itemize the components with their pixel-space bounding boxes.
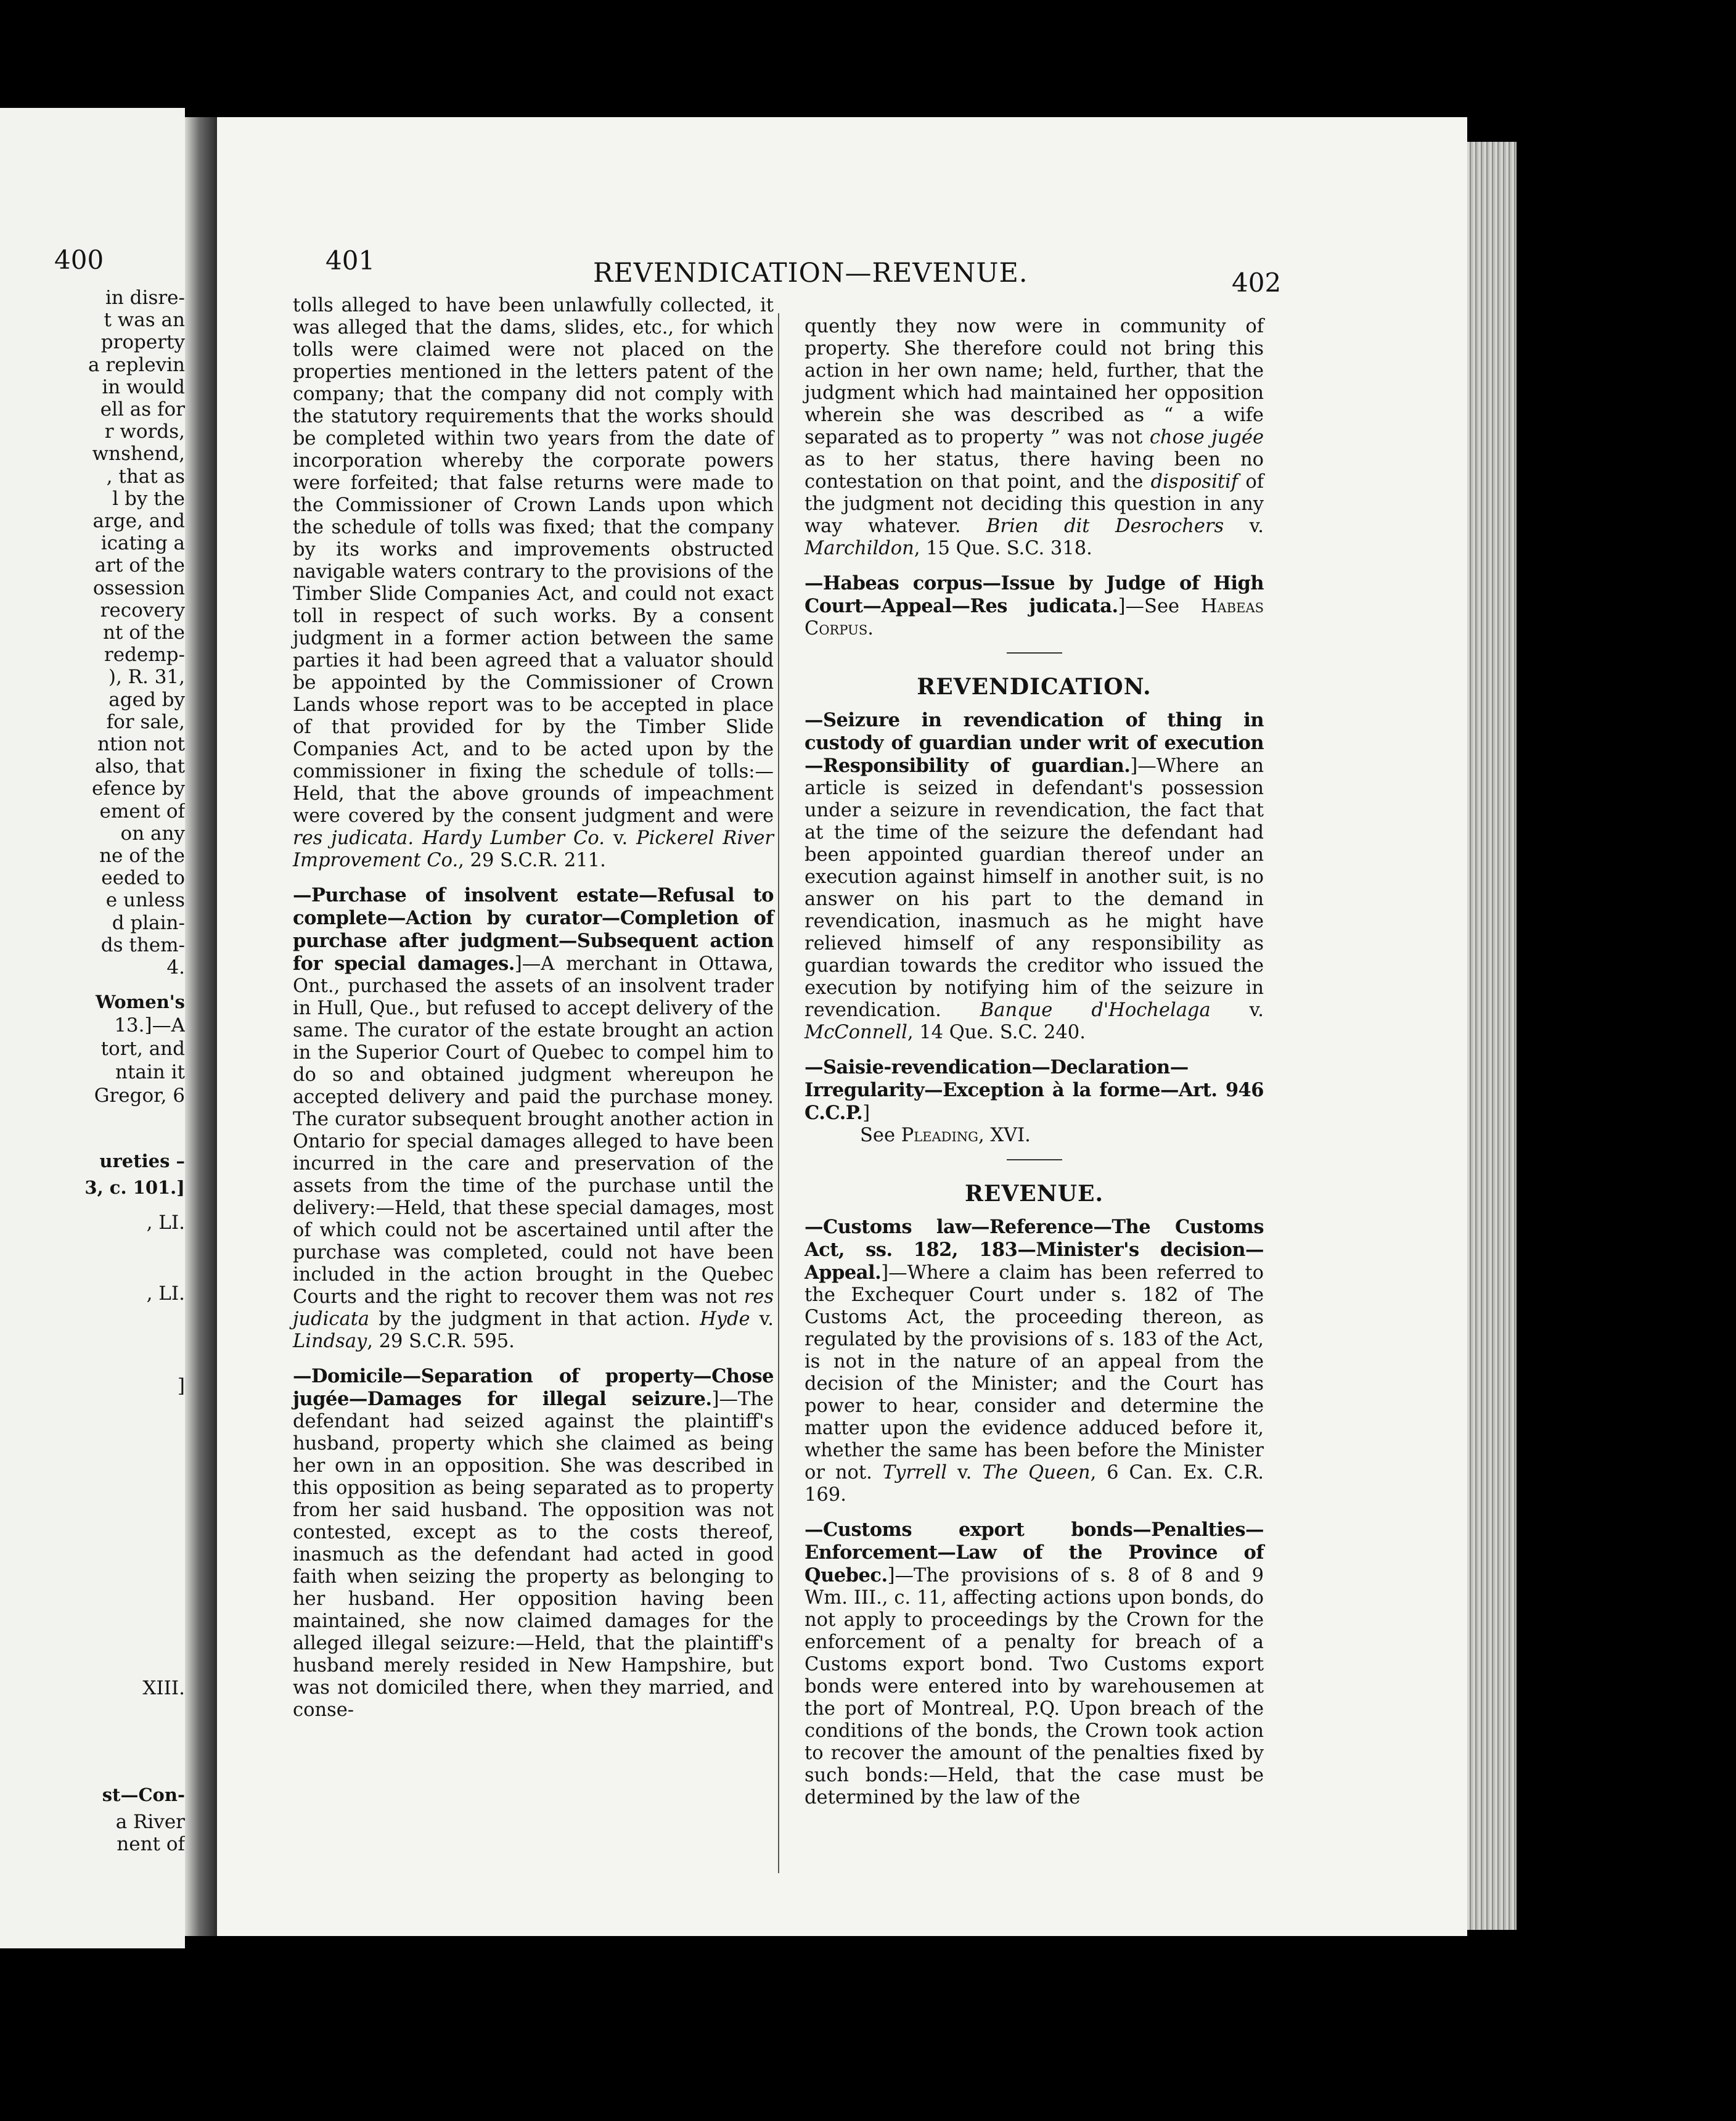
entry-saisie-revendication: [805, 1056, 1264, 1147]
left-page-fragment: nt of the: [102, 622, 185, 644]
entry-heading: —Habeas corpus—Issue by Judge of High Court—Appeal—Res judicata.: [805, 572, 1264, 617]
versus: v.: [947, 1462, 983, 1483]
italic-term: chose jugée: [1149, 427, 1264, 448]
case-name: Banque d'Hochelaga: [980, 999, 1211, 1021]
left-page-fragment: XIII.: [142, 1677, 185, 1699]
entry-heading: —Purchase of insolvent estate—Refusal to complete—Action by curator—Completion of purchase after judgment—Subsequent action for special damages.: [293, 884, 774, 975]
left-page-fragment: , LI.: [146, 1212, 185, 1234]
left-page-fragment: in would: [102, 375, 185, 398]
entry-text: by the judgment in that action.: [369, 1308, 700, 1330]
entry-text: tolls alleged to have been unlawfully collected, it was alleged that the dams, slides, etc., for which tolls were claimed were not placed on the properties mentioned in the letters patent of the company; that the company did not comply with the statutory requirements that the works should be completed within two years from the date of incorporation whereby the corporate powers were forfeited; that false returns were made to the Commissioner of Crown Lands upon which the schedule of tolls was fixed; that the company by its works and improvements obstructed navigable waters contrary to the provisions of the Timber Slide Companies Act, and could not exact toll in respect of such works. By a consent judgment in a former action between the same parties it had been agreed that a valuator should be appointed by the Commissioner of Crown Lands whose report was to be accepted in place of that provided for by the Timber Slide Companies Act, and to be acted upon by the commissioner in fixing the schedule of tolls:—Held, that the above grounds of impeachment were covered by the consent judgment and were: [293, 295, 774, 827]
entry-tyrrell: [805, 1216, 1264, 1506]
left-page-fragment: nent of: [117, 1833, 185, 1855]
versus: v.: [750, 1308, 774, 1330]
section-rule: [1007, 652, 1062, 654]
italic-term: res judicata.: [293, 827, 414, 849]
case-citation: , 14 Que. S.C. 240.: [907, 1022, 1086, 1043]
page-edges: [1467, 142, 1517, 1930]
left-page-fragment: ell as for: [100, 398, 185, 421]
italic-term: dispositif: [1150, 471, 1239, 493]
left-page-fragment: ds them-: [100, 933, 185, 956]
left-page-fragment: efence by: [91, 777, 185, 800]
left-page-fragment: arge, and: [92, 510, 185, 532]
case-name: Marchildon: [805, 538, 914, 559]
entry-text: ]—Where a claim has been referred to the Exchequer Court under s. 182 of The Customs Act, the proceeding thereon, as regulated by the provisions of s. 183 of the Act, is not in the nature of an appeal from the decision of the Minister; and the Court has power to hear, consider and determine the matter upon the evidence adduced before it, whether the same has been before the Minister or not.: [805, 1262, 1264, 1483]
running-head: REVENDICATION—REVENUE.: [593, 258, 1028, 289]
cross-reference: Habeas Corpus.: [805, 596, 1264, 639]
case-citation: , 29 S.C.R. 595.: [367, 1331, 515, 1352]
section-heading-revendication: REVENDICATION.: [917, 674, 1152, 700]
case-name: Tyrrell: [882, 1462, 948, 1483]
left-page-fragment: ]: [177, 1375, 185, 1397]
case-name: Pickerel River Improvement Co.: [293, 827, 774, 871]
section-rule: [1007, 1159, 1062, 1160]
left-page-fragment: 13.]—A: [114, 1014, 185, 1036]
entry-domicile: [293, 1365, 774, 1721]
left-page-fragment: art of the: [94, 554, 185, 577]
left-page-fragment: Women's: [96, 991, 185, 1012]
left-column: [293, 295, 774, 1734]
entry-heading: —Customs export bonds—Penalties—Enforcement—Law of the Province of Quebec.: [805, 1519, 1264, 1586]
italic-term: res judicata: [293, 1286, 774, 1330]
left-page-fragment: aged by: [108, 688, 185, 711]
entry-text: of the judgment not deciding this question in any way whatever.: [805, 471, 1264, 537]
left-page-fragment: icating a: [100, 532, 185, 555]
left-page-fragment: ureties –: [99, 1151, 185, 1171]
right-column: [805, 316, 1264, 1821]
entry-text: ]—The defendant had seized against the plaintiff's husband, property which she claimed as being her own in an opposition. She was described in this opposition as being separated as to property from her said husband. The opposition was not contested, except as to the costs thereof, inasmuch as the defendant had acted in good faith when seizing the property as belonging to her husband. Her opposition having been maintained, she now claimed damages for the alleged illegal seizure:—Held, that the plaintiff's husband merely resided in New Hampshire, but was not domiciled there, when they married, and conse-: [293, 1389, 774, 1721]
left-page-fragment: recovery: [100, 599, 185, 622]
left-page-fragment: d plain-: [112, 911, 185, 934]
left-page-fragment: 4.: [166, 956, 185, 978]
entry-heading: —Seizure in revendication of thing in custody of guardian under writ of execution—Responsibility of guardian.: [805, 709, 1264, 777]
entry-hyde-lindsay: [293, 884, 774, 1353]
left-page-fragment: also, that: [94, 755, 185, 778]
left-page-fragment: ntain it: [115, 1061, 185, 1083]
case-name: Hyde: [700, 1308, 750, 1330]
entry-habeas-corpus: [805, 572, 1264, 640]
versus: v.: [604, 827, 637, 849]
left-page-fragment: t was an: [104, 309, 185, 332]
entry-text: ]—The provisions of s. 8 of 8 and 9 Wm. III., c. 11, affecting actions upon bonds, do not apply to proceedings by the Crown for the enforcement of a penalty for breach of a Customs export bond. Two Customs export bonds were entered into by warehousemen at the port of Montreal, P.Q. Upon breach of the conditions of the bonds, the Crown took action to recover the amount of the penalties fixed by such bonds:—Held, that the case must be determined by the law of the: [805, 1565, 1264, 1808]
left-page-fragment: property: [100, 331, 185, 354]
page-number-right: 402: [1232, 268, 1282, 298]
left-page-fragment: ement of: [99, 800, 185, 823]
left-page-fragment: 3, c. 101.]: [84, 1177, 185, 1198]
left-page-fragment: , that as: [106, 465, 185, 488]
entry-text: ]—A merchant in Ottawa, Ont., purchased the assets of an insolvent trader in Hull, Que., but refused to accept delivery of the same. The curator of the estate brought an action in the Superior Court of Quebec to compel him to do so and obtained judgment whereupon he accepted delivery and paid the purchase money. The curator subsequent brought another action in Ontario for special damages alleged to have been incurred in the care and preservation of the assets from the time of the purchase until the delivery:—Held, that these special damages, most of which could not be ascertained until after the purchase was completed, could not have been included in the action brought in the Quebec Courts and the right to recover them was not: [293, 953, 774, 1308]
cross-reference: Pleading, XVI.: [901, 1125, 1031, 1146]
left-page-fragment: eeded to: [101, 867, 185, 890]
entry-text: quently they now were in community of property. She therefore could not bring this action in her own name; held, further, that the judgment which had maintained her opposition wherein she was described as “ a wife separated as to property ” was not: [805, 316, 1264, 448]
entry-text: as to her status, there having been no contestation on that point, and the: [805, 449, 1264, 493]
left-page-fragment: for sale,: [106, 710, 185, 733]
column-divider: [778, 313, 779, 1873]
case-citation: , 6 Can. Ex. C.R. 169.: [805, 1462, 1264, 1506]
left-page-fragment: redemp-: [104, 644, 185, 667]
left-page-fragment: ), R. 31,: [108, 666, 185, 689]
entry-text: ]—Where an article is seized in defendant's possession under a seizure in revendication, the fact that at the time of the seizure the defendant had been appointed guardian thereof under an execution against himself in another suit, is no answer on his part to the demand in revendication, inasmuch as he might have relieved himself of any responsibility as guardian towards the creditor who issued the execution by notifying him of the seizure in revendication.: [805, 755, 1264, 1021]
left-page-fragment: on any: [120, 822, 185, 845]
case-citation: , 29 S.C.R. 211.: [458, 850, 606, 871]
left-page-fragment: ne of the: [99, 845, 185, 867]
entry-heading: —Domicile—Separation of property—Chose jugée—Damages for illegal seizure.: [293, 1365, 774, 1410]
entry-heading: —Customs law—Reference—The Customs Act, ss. 182, 183—Minister's decision—Appeal.: [805, 1216, 1264, 1284]
left-page-number: 400: [54, 245, 104, 275]
left-page-fragment: a River: [115, 1811, 185, 1833]
case-name: Lindsay: [293, 1331, 367, 1352]
left-page-fragment: tort, and: [100, 1038, 185, 1060]
left-page-fragment: l by the: [112, 487, 185, 510]
entry-banque-hochelaga: [805, 709, 1264, 1044]
previous-page: [0, 108, 185, 1948]
left-page-fragment: a replevin: [88, 353, 185, 376]
entry-heading: —Saisie-revendication—Declaration—Irregularity—Exception à la forme—Art. 946 C.C.P.: [805, 1056, 1264, 1124]
entry-customs-export-bonds: [805, 1519, 1264, 1809]
left-page-fragment: r words,: [104, 421, 185, 443]
case-name: Brien dit Desrochers: [986, 515, 1224, 537]
book-gutter: [185, 117, 217, 1936]
left-page-fragment: ntion not: [97, 733, 185, 755]
case-name: McConnell: [805, 1022, 907, 1043]
left-page-fragment: ossession: [92, 576, 185, 599]
left-page-fragment: e unless: [105, 889, 185, 912]
left-page-fragment: st—Con-: [102, 1784, 185, 1805]
left-page-fragment: Gregor, 6: [94, 1085, 185, 1107]
versus: v.: [1224, 515, 1264, 537]
see-label: See: [860, 1125, 901, 1146]
entry-brien: [805, 316, 1264, 560]
left-page-fragment: , LI.: [146, 1282, 185, 1305]
left-page-fragment: wnshend,: [92, 443, 185, 466]
section-heading-revenue: REVENUE.: [964, 1181, 1103, 1207]
entry-hardy-lumber: [293, 295, 774, 872]
entry-text: ]—See: [1118, 596, 1201, 617]
case-name: Hardy Lumber Co.: [422, 827, 605, 849]
case-name: The Queen: [982, 1462, 1091, 1483]
versus: v.: [1210, 999, 1264, 1021]
case-citation: , 15 Que. S.C. 318.: [914, 538, 1092, 559]
left-page-fragment: in disre-: [105, 287, 185, 309]
page-number-left: 401: [326, 245, 375, 276]
entry-text: ]: [862, 1102, 870, 1124]
